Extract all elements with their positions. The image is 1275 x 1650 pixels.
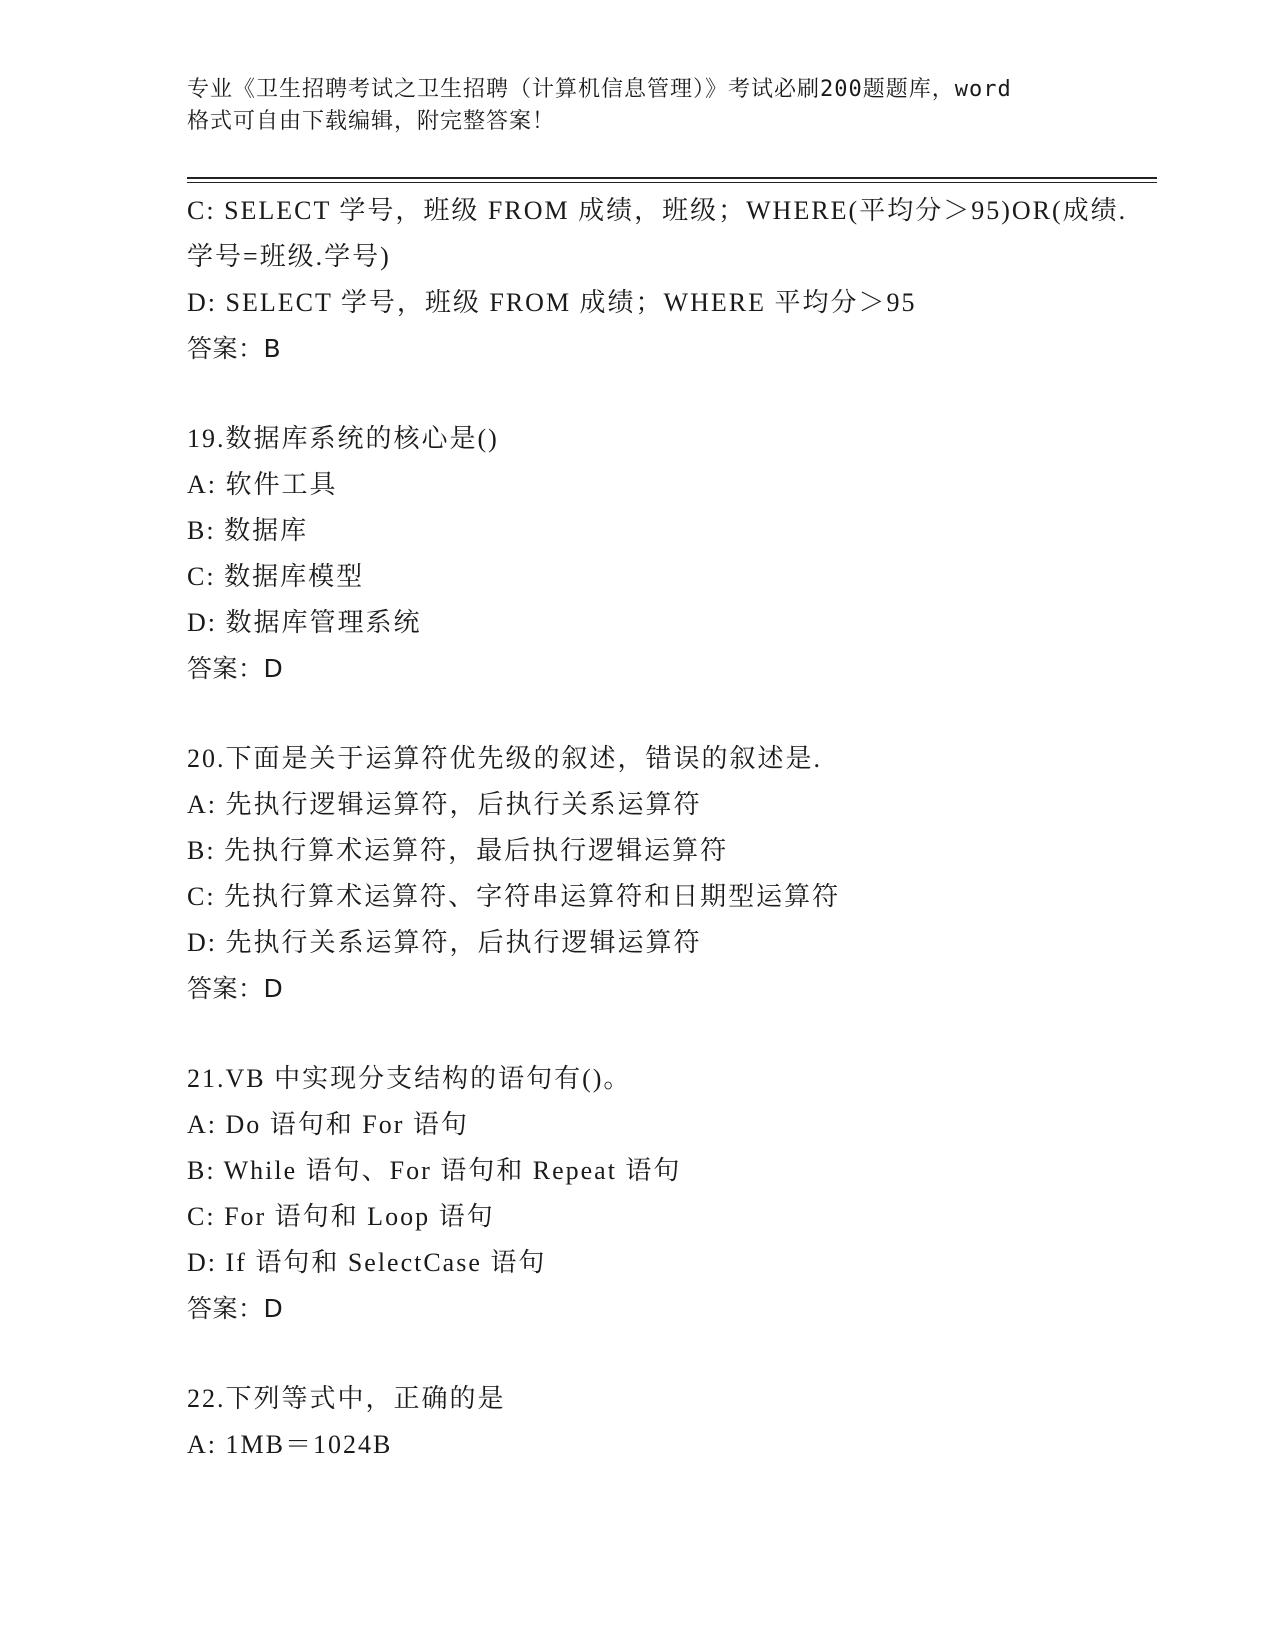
question-stem: 20.下面是关于运算符优先级的叙述，错误的叙述是. xyxy=(187,744,823,773)
header-rule-thin xyxy=(187,182,1157,183)
option-c: C: SELECT 学号，班级 FROM 成绩，班级；WHERE(平均分＞95)OR(成绩. xyxy=(187,196,1128,225)
option-c: C: 先执行算术运算符、字符串运算符和日期型运算符 xyxy=(187,882,841,911)
question-18-carryover xyxy=(187,188,1157,372)
question-21 xyxy=(187,1056,1157,1332)
option-d: D: If 语句和 SelectCase 语句 xyxy=(187,1248,547,1277)
question-stem: 21.VB 中实现分支结构的语句有()。 xyxy=(187,1064,632,1093)
header-title-line-2: 格式可自由下载编辑，附完整答案！ xyxy=(187,109,556,134)
question-22 xyxy=(187,1376,1157,1468)
option-d: D: SELECT 学号，班级 FROM 成绩；WHERE 平均分＞95 xyxy=(187,288,917,317)
answer: 答案：D xyxy=(187,974,284,1003)
option-c: C: 数据库模型 xyxy=(187,562,365,591)
option-b: B: 数据库 xyxy=(187,516,309,545)
option-a: A: 软件工具 xyxy=(187,470,338,499)
header-title-line-1: 专业《卫生招聘考试之卫生招聘（计算机信息管理）》考试必刷200题题库，word xyxy=(187,77,1012,102)
option-a: A: 1MB＝1024B xyxy=(187,1430,393,1459)
question-list xyxy=(187,188,1157,1468)
answer: 答案：B xyxy=(187,334,282,363)
option-b: B: While 语句、For 语句和 Repeat 语句 xyxy=(187,1156,682,1185)
document-header xyxy=(187,74,1087,138)
option-d: D: 先执行关系运算符，后执行逻辑运算符 xyxy=(187,928,702,957)
question-20 xyxy=(187,736,1157,1012)
option-b: B: 先执行算术运算符，最后执行逻辑运算符 xyxy=(187,836,729,865)
option-d: D: 数据库管理系统 xyxy=(187,608,422,637)
question-19 xyxy=(187,416,1157,692)
option-c-continued: 学号=班级.学号) xyxy=(187,242,391,271)
question-stem: 19.数据库系统的核心是() xyxy=(187,424,499,453)
option-a: A: 先执行逻辑运算符，后执行关系运算符 xyxy=(187,790,702,819)
header-rule-thick xyxy=(187,177,1157,179)
option-c: C: For 语句和 Loop 语句 xyxy=(187,1202,495,1231)
question-stem: 22.下列等式中，正确的是 xyxy=(187,1384,506,1413)
option-a: A: Do 语句和 For 语句 xyxy=(187,1110,469,1139)
answer: 答案：D xyxy=(187,654,284,683)
answer: 答案：D xyxy=(187,1294,284,1323)
